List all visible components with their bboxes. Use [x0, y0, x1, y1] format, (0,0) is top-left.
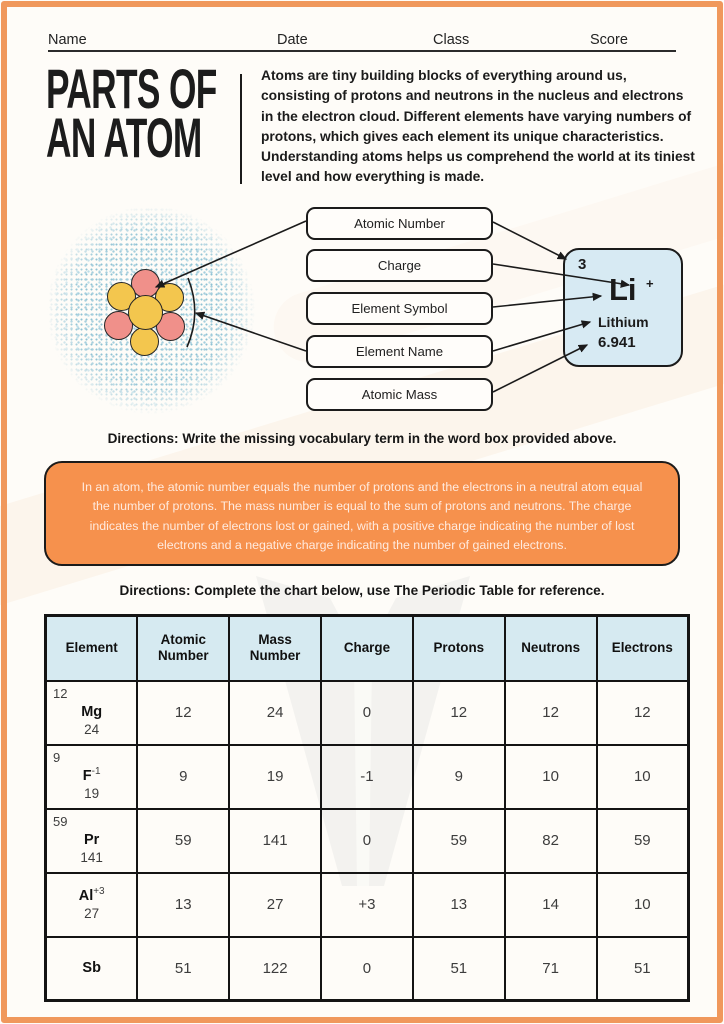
word-box-atomic-mass[interactable]: Atomic Mass [306, 378, 493, 411]
element-cell [46, 937, 138, 1001]
cell-protons: 51 [413, 937, 505, 1001]
cell-charge: -1 [321, 745, 413, 809]
cell-protons: 13 [413, 873, 505, 937]
cell-electrons: 59 [597, 809, 689, 873]
element-cell [46, 873, 138, 937]
cell-atomic-number: 12 [137, 681, 229, 745]
word-box-element-name[interactable]: Element Name [306, 335, 493, 368]
element-symbol: Sb [82, 960, 101, 977]
element-cell [46, 745, 138, 809]
cell-neutrons: 10 [505, 745, 597, 809]
element-top-number: 9 [53, 750, 61, 766]
word-box-element-symbol[interactable]: Element Symbol [306, 292, 493, 325]
cell-protons: 59 [413, 809, 505, 873]
cell-neutrons: 12 [505, 681, 597, 745]
cell-charge: +3 [321, 873, 413, 937]
element-symbol: F [82, 768, 92, 785]
col-header-protons: Protons [413, 616, 505, 681]
header-write-line[interactable] [48, 50, 676, 52]
element-charge-sup: -1 [91, 766, 101, 778]
element-bottom-number: 24 [84, 722, 100, 738]
table-row-f [46, 745, 689, 809]
neutron-circle [128, 295, 163, 330]
element-chart-table [44, 614, 690, 1002]
table-row-sb [46, 937, 689, 1001]
cell-atomic-number: 9 [137, 745, 229, 809]
card-element-name: Lithium [598, 314, 649, 330]
date-field-label: Date [277, 32, 308, 48]
element-bottom-number: 27 [84, 905, 100, 921]
cell-neutrons: 82 [505, 809, 597, 873]
element-symbol: Mg [81, 704, 103, 721]
intro-paragraph: Atoms are tiny building blocks of everything around us, consisting of protons and neutrons in the nucleus and electrons in the electron cloud. Different elements have varying numbers of protons, which gives each element its unique characteristics. Understanding atoms helps us comprehend the world at its tiniest level and how everything is made. [261, 68, 695, 185]
cell-electrons: 51 [597, 937, 689, 1001]
col-header-electrons: Electrons [597, 616, 689, 681]
page-title-line-2: AN ATOM [46, 106, 202, 169]
card-atomic-number: 3 [578, 256, 587, 273]
col-header-element: Element [46, 616, 138, 681]
element-bottom-number: 19 [84, 786, 100, 802]
table-row-mg [46, 681, 689, 745]
cell-atomic-number: 13 [137, 873, 229, 937]
class-field-label: Class [433, 32, 470, 48]
score-field-label: Score [590, 32, 628, 48]
cell-electrons: 12 [597, 681, 689, 745]
col-header-mass-number: Mass Number [229, 616, 321, 681]
cell-electrons: 10 [597, 873, 689, 937]
title-divider [240, 74, 242, 184]
info-box: In an atom, the atomic number equals the number of protons and the electrons in a neutral atom equal the number of protons. The mass number is equal to the sum of protons and neutrons. The charge indicates the number of electrons lost or gained, with a positive charge indicating the number of lost electrons and a negative charge indicating the number of gained electrons. [44, 461, 680, 566]
element-cell [46, 681, 138, 745]
cell-protons: 9 [413, 745, 505, 809]
word-box-charge[interactable]: Charge [306, 249, 493, 282]
cell-mass-number: 141 [229, 809, 321, 873]
cell-charge: 0 [321, 937, 413, 1001]
element-card-lithium [563, 248, 683, 367]
table-row-pr [46, 809, 689, 873]
cell-atomic-number: 51 [137, 937, 229, 1001]
table-row-al [46, 873, 689, 937]
cell-electrons: 10 [597, 745, 689, 809]
cell-neutrons: 71 [505, 937, 597, 1001]
element-top-number: 59 [53, 814, 68, 830]
card-atomic-mass: 6.941 [598, 334, 636, 351]
element-symbol: Pr [84, 832, 100, 849]
name-field-label: Name [48, 32, 87, 48]
page-title-line-1: PARTS OF [46, 57, 217, 120]
col-header-atomic-number: Atomic Number [137, 616, 229, 681]
cell-neutrons: 14 [505, 873, 597, 937]
card-element-symbol: Li [609, 272, 637, 307]
directions-2: Directions: Complete the chart below, use The Periodic Table for reference. [119, 583, 605, 598]
col-header-charge: Charge [321, 616, 413, 681]
directions-1: Directions: Write the missing vocabulary term in the word box provided above. [107, 431, 617, 446]
element-bottom-number: 141 [80, 850, 103, 866]
cell-charge: 0 [321, 681, 413, 745]
word-box-atomic-number[interactable]: Atomic Number [306, 207, 493, 240]
neutron-circle [130, 327, 159, 356]
cell-mass-number: 19 [229, 745, 321, 809]
card-charge-sign: + [646, 276, 654, 291]
cell-protons: 12 [413, 681, 505, 745]
cell-mass-number: 122 [229, 937, 321, 1001]
element-symbol: Al [78, 888, 94, 905]
element-cell [46, 809, 138, 873]
element-charge-sup: +3 [93, 886, 105, 898]
cell-mass-number: 27 [229, 873, 321, 937]
cell-charge: 0 [321, 809, 413, 873]
cell-atomic-number: 59 [137, 809, 229, 873]
col-header-neutrons: Neutrons [505, 616, 597, 681]
table-header-row [46, 616, 689, 681]
element-top-number: 12 [53, 686, 68, 702]
cell-mass-number: 24 [229, 681, 321, 745]
